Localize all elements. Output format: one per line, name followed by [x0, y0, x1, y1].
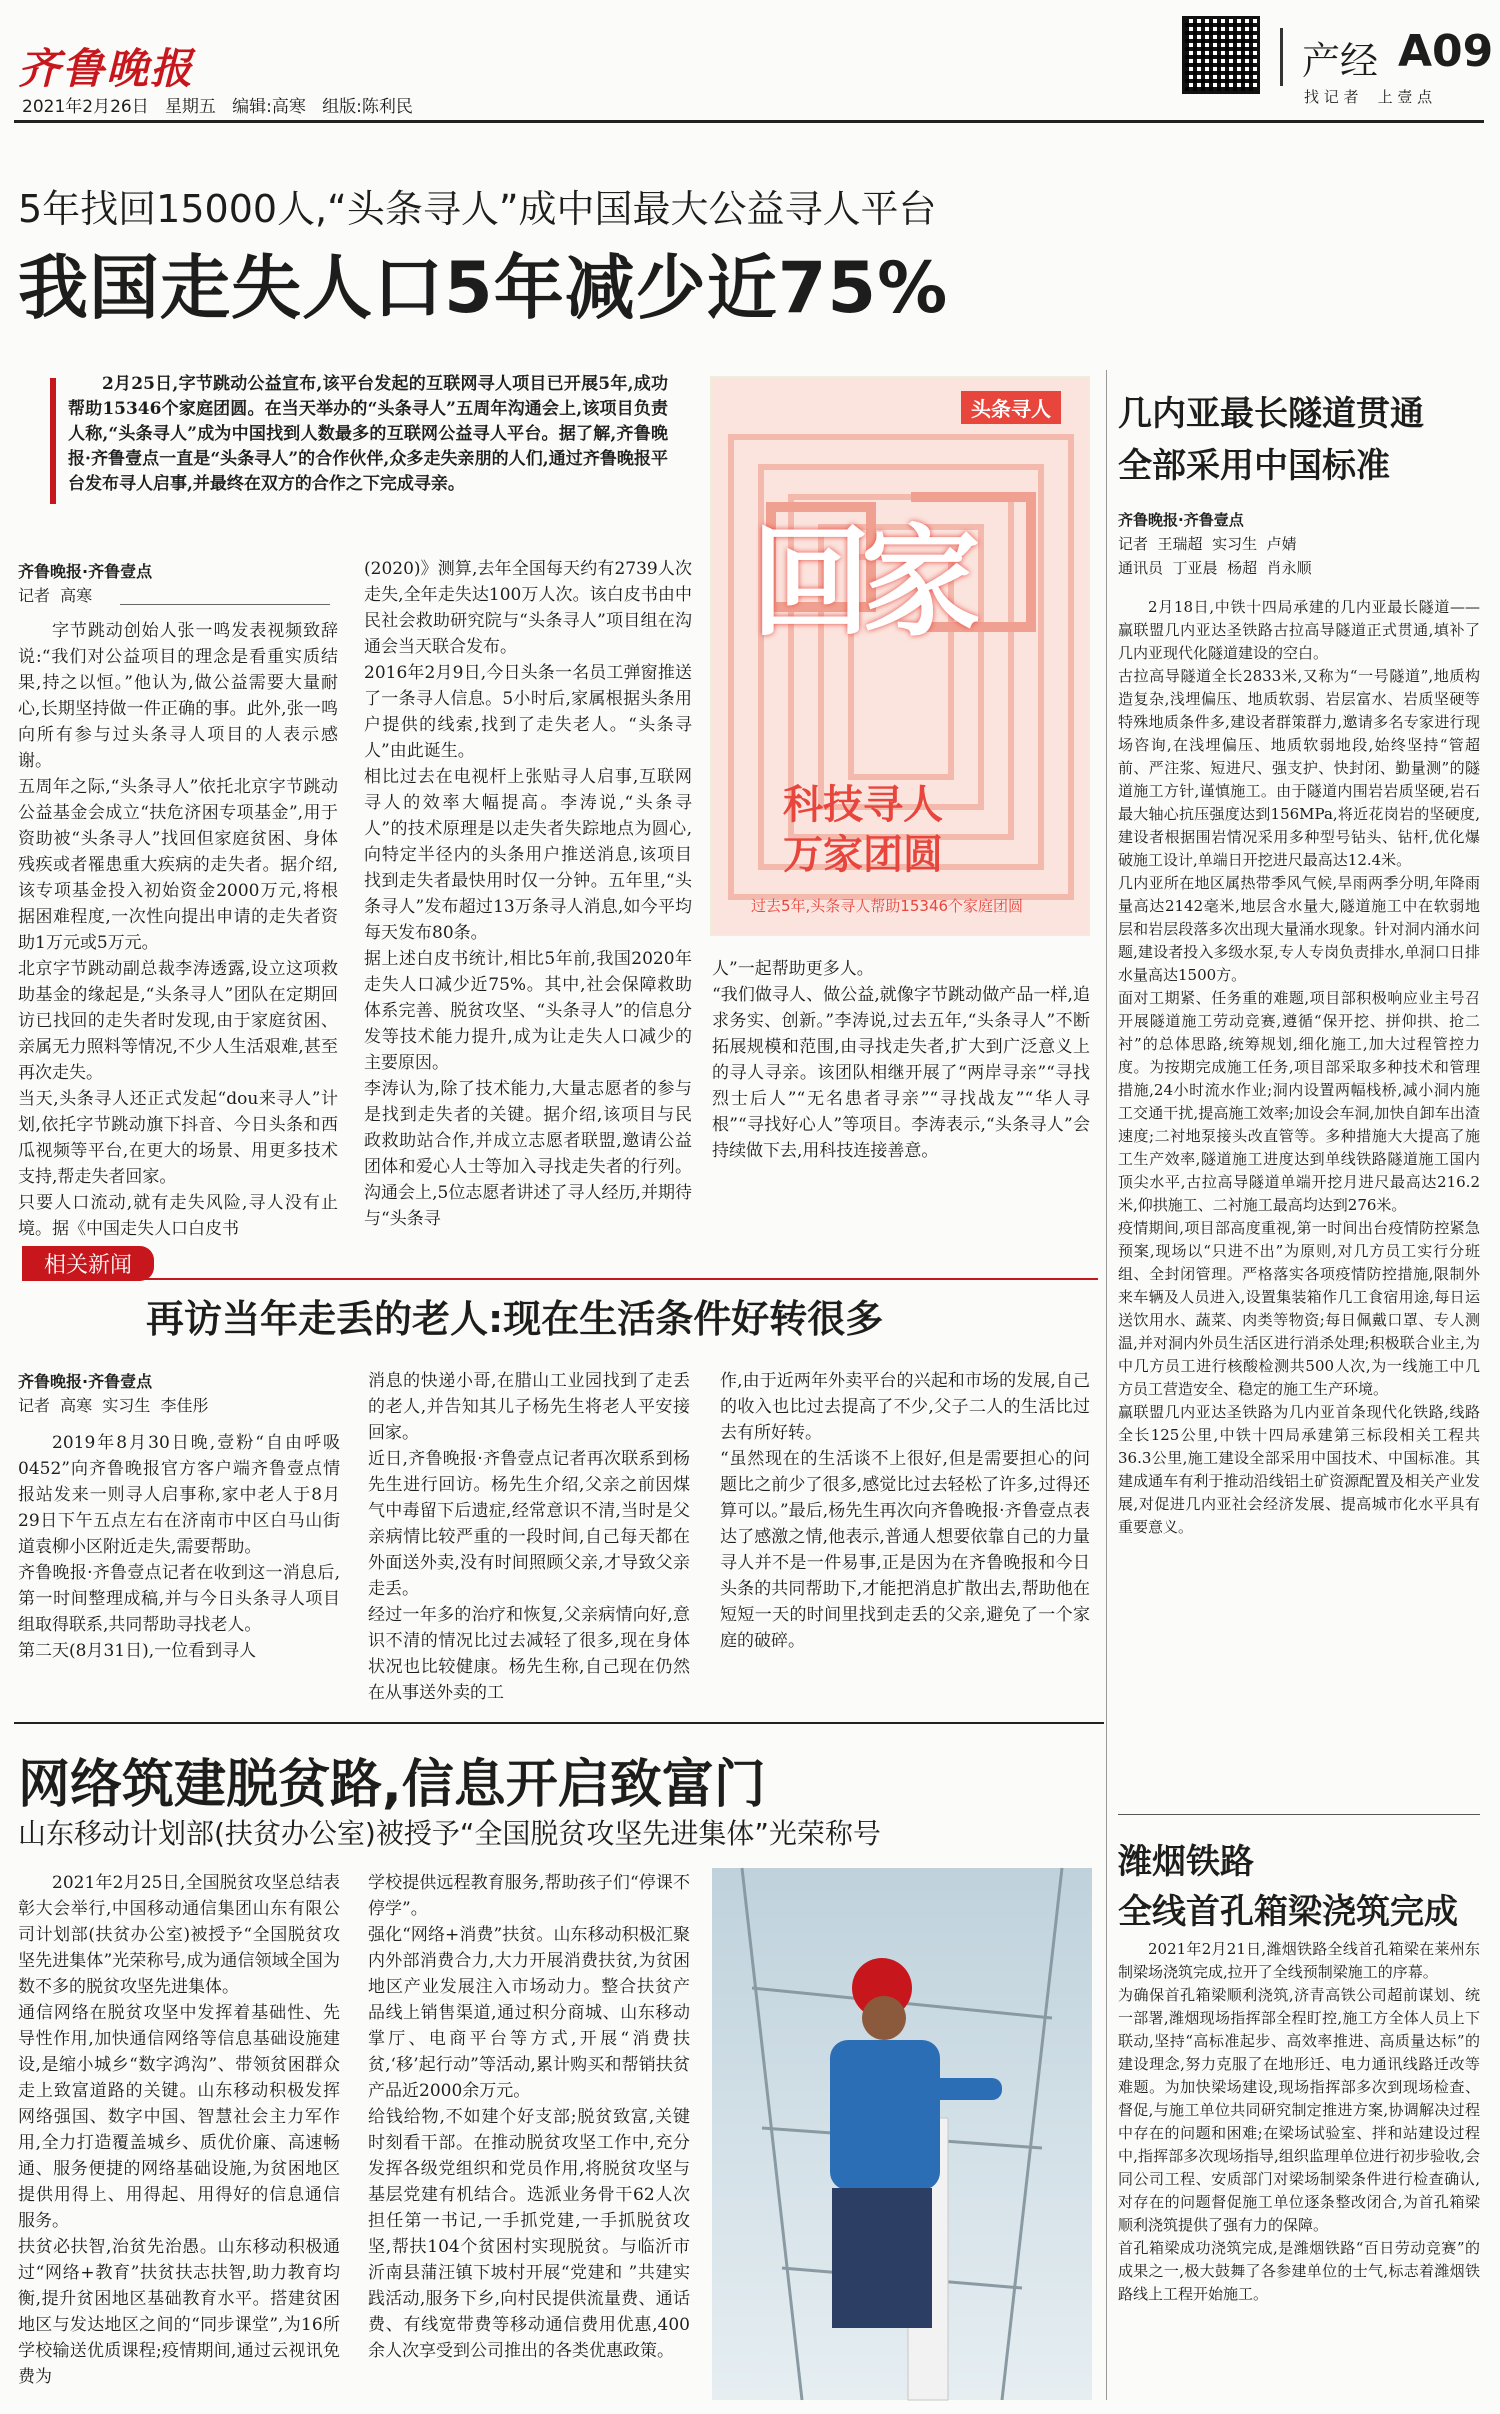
byline-rule [120, 604, 330, 605]
lead-marker [50, 378, 56, 504]
related-headline: 再访当年走丢的老人:现在生活条件好转很多 [146, 1297, 884, 1341]
related-tag: 相关新闻 [22, 1246, 154, 1281]
right-column-divider [1106, 370, 1107, 2400]
main-source: 齐鲁晚报·齐鲁壹点 [18, 562, 153, 581]
tunnel-correspondents: 通讯员 丁亚晨 杨超 肖永顺 [1118, 559, 1312, 577]
railway-body: 2021年2月21日,潍烟铁路全线首孔箱梁在莱州东制梁场浇筑完成,拉开了全线预制梁施工的序幕。 为确保首孔箱梁顺利浇筑,济青高铁公司超前谋划、统一部署,潍烟现场指挥部全程盯控,施工方全体人员上下联动,坚持“高标准起步、高效率推进、高质量达标”的建设理念,努力克服了在地形迁、电力通讯线路迁改等难题。为加快梁场建设,现场指挥部多次到现场检查、督促,与施工单位共同研究制定推进方案,协调解决过程中存在的问题和困难;在梁场试验室、拌和站建设过程中,指挥部多次现场指导,组织监理单位进行初步验收,会同公司工程、安质部门对梁场制梁条件进行检查确认,对存在的问题督促施工单位逐条整改闭合,为首孔箱梁顺利浇筑提供了强有力的保障。 首孔箱梁成功浇筑完成,是潍烟铁路“百日劳动竞赛”的成果之一,极大鼓舞了各参建单位的士气,标志着潍烟铁路线上工程开始施工。 [1118, 1940, 1480, 2303]
main-kicker: 5年找回15000人,“头条寻人”成中国最大公益寻人平台 [18, 187, 937, 231]
poster-brand: 头条寻人 [961, 391, 1061, 424]
related-col-1: 2019年8月30日晚,壹粉“自由呼吸0452”向齐鲁晚报官方客户端齐鲁壹点情报站发来一则寻人启事称,家中老人于8月29日下午五点左右在济南市中区白马山街道袁柳小区附近走失,需要帮助。 齐鲁晚报·齐鲁壹点记者在收到这一消息后,第一时间整理成稿,并与今日头条寻人项目组取得联系,共同帮助寻找老人。 第二天(8月31日),一位看到寻人 [18, 1433, 340, 1661]
section-rule [14, 1722, 1104, 1724]
poster-slogan-1: 科技寻人 [783, 782, 943, 828]
weekday-text: 星期五 [164, 97, 216, 117]
railway-headline-2: 全线首孔箱梁浇筑完成 [1118, 1892, 1458, 1932]
editor-text: 编辑:高寒 [232, 97, 306, 117]
masthead-divider [1280, 28, 1283, 86]
qr-code-icon[interactable] [1182, 16, 1260, 94]
main-col-3: 人”一起帮助更多人。 “我们做寻人、做公益,就像字节跳动做产品一样,追求务实、创新。”李涛说,过去五年,“头条寻人”不断拓展规模和范围,由寻找走失者,扩大到广泛意义上的寻人寻亲。该团队相继开展了“两岸寻亲”“寻找烈士后人”“无名患者寻亲”“寻找战友”“华人寻根”“寻找好心人”等项目。李涛表示,“头条寻人”会持续做下去,用科技连接善意。 [712, 959, 1090, 1161]
poster-caption: 过去5年,头条寻人帮助15346个家庭团圆 [751, 897, 1024, 915]
railway-rule [1118, 1814, 1480, 1815]
main-reporter: 记者 高寒 [18, 586, 93, 605]
poverty-col-2: 学校提供远程教育服务,帮助孩子们“停课不停学”。 强化“网络+消费”扶贫。山东移动积极汇聚内外部消费合力,大力开展消费扶贫,为贫困地区产业发展注入市场动力。整合扶贫产品线上销售渠道,通过积分商城、山东移动掌厅、电商平台等方式,开展“消费扶贫,‘移’起行动”等活动,累计购买和帮销扶贫产品近2000余万元。 给钱给物,不如建个好支部;脱贫致富,关键时刻看干部。在推动脱贫攻坚工作中,充分发挥各级党组织和党员作用,将脱贫攻坚与基层党建有机结合。选派业务骨干62人次担任第一书记,一手抓党建,一手抓脱贫攻坚,帮扶104个贫困村实现脱贫。与临沂市沂南县蒲汪镇下坡村开展“党建和 ”共建实践活动,服务下乡,向村民提供流量费、通话费、有线宽带费等移动通信费用优惠,400余人次享受到公司推出的各类优惠政策。 [368, 1873, 690, 2361]
main-col-1: 字节跳动创始人张一鸣发表视频致辞说:“我们对公益项目的理念是看重实质结果,持之以恒。”他认为,做公益需要大量耐心,长期坚持做一件正确的事。此外,张一鸣向所有参与过头条寻人项目的人表示感谢。 五周年之际,“头条寻人”依托北京字节跳动公益基金会成立“扶危济困专项基金”,用于资助被“头条寻人”找回但家庭贫困、身体残疾或者罹患重大疾病的走失者。据介绍,该专项基金投入初始资金2000万元,将根据困难程度,一次性向提出申请的走失者资助1万元或5万元。 北京字节跳动副总裁李涛透露,设立这项救助基金的缘起是,“头条寻人”团队在定期回访已找回的走失者时发现,由于家庭贫困、亲属无力照料等情况,不少人生活艰难,甚至再次走失。 当天,头条寻人还正式发起“dou来寻人”计划,依托字节跳动旗下抖音、今日头条和西瓜视频等平台,在更大的场景、用更多技术支持,帮走失者回家。 只要人口流动,就有走失风险,寻人没有止境。据《中国走失人口白皮书 [18, 621, 338, 1239]
tunnel-body: 2月18日,中铁十四局承建的几内亚最长隧道——赢联盟几内亚达圣铁路古拉高导隧道正式贯通,填补了几内亚现代化隧道建设的空白。 古拉高导隧道全长2833米,又称为“一号隧道”,地质构造复杂,浅埋偏压、地质软弱、岩层富水、岩质坚硬等特殊地质条件多,建设者群策群力,邀请多名专家进行现场咨询,在浅埋偏压、地质软弱地段,始终坚持“管超前、严注浆、短进尺、强支护、快封闭、勤量测”的隧道施工方针,谨慎施工。由于隧道内围岩岩质坚硬,岩石最大轴心抗压强度达到156MPa,将近花岗岩的坚硬度,建设者根据围岩情况采用多种型号钻头、钻杆,优化爆破施工设计,单端日开挖进尺最高达12.4米。 几内亚所在地区属热带季风气候,旱雨两季分明,年降雨量高达2142毫米,地层含水量大,隧道施工中在软弱地层和岩层段落多次出现大量涌水现象。针对洞内涌水问题,建设者投入多级水泵,专人专岗负责排水,单洞口日排水量高达1500方。 面对工期紧、任务重的难题,项目部积极响应业主号召开展隧道施工劳动竞赛,遵循“保开挖、拼仰拱、抢二衬”的总体思路,统筹规划,细化施工,加大过程管控力度。为按期完成施工任务,项目部采取多种技术和管理措施,24小时流水作业;洞内设置两幅栈桥,减小洞内施工交通干扰,提高施工效率;加设会车洞,加快自卸车出渣速度;二衬地泵接头改直管等。多种措施大大提高了施工生产效率,隧道施工进度达到单线铁路隧道施工国内顶尖水平,古拉高导隧道单端开挖月进尺最高达216.2米,仰拱施工、二衬施工最高均达到276米。 疫情期间,项目部高度重视,第一时间出台疫情防控紧急预案,现场以“只进不出”为原则,对几方员工实行分班组、全封闭管理。严格落实各项疫情防控措施,限制外来车辆及人员进入,设置集装箱作几工食宿用途,每日运送饮用水、蔬菜、肉类等物资;每日佩戴口罩、专人测温,并对洞内外员生活区进行消杀处理;积极联合业主,为中几方员工进行核酸检测共500人次,为一线施工中几方员工营造安全、稳定的施工生产环境。 赢联盟几内亚达圣铁路为几内亚首条现代化铁路,线路全长125公里,中铁十四局承建第三标段相关工程共36.3公里,施工建设全部采用中国技术、中国标准。其建成通车有利于推动沿线铝土矿资源配置及相关产业发展,对促进几内亚社会经济发展、提高城市化水平具有重要意义。 [1118, 598, 1480, 1536]
issue-date [22, 92, 413, 117]
tunnel-headline-2: 全部采用中国标准 [1118, 446, 1390, 486]
lead-paragraph: 2月25日,字节跳动公益宣布,该平台发起的互联网寻人项目已开展5年,成功帮助15346个家庭团圆。在当天举办的“头条寻人”五周年沟通会上,该项目负责人称,“头条寻人”成为中国找到人数最多的互联网公益寻人平台。据了解,齐鲁晚报·齐鲁壹点一直是“头条寻人”的合作伙伴,众多走失亲朋的人们,通过齐鲁晚报平台发布寻人启事,并最终在双方的合作之下完成寻亲。 [68, 374, 668, 494]
poverty-headline: 网络筑建脱贫路,信息开启致富门 [18, 1755, 766, 1815]
tunnel-source: 齐鲁晚报·齐鲁壹点 [1118, 511, 1244, 529]
date-text: 2021年2月26日 [22, 97, 149, 117]
newspaper-logo: 齐鲁晚报 [18, 44, 195, 93]
related-reporters: 记者 高寒 实习生 李佳彤 [18, 1396, 209, 1415]
related-source: 齐鲁晚报·齐鲁壹点 [18, 1372, 153, 1391]
railway-headline-1: 潍烟铁路 [1118, 1842, 1254, 1882]
poster-big-char: 回家 [751, 514, 971, 653]
section-name: 产经 [1302, 39, 1379, 83]
related-rule [24, 1278, 1098, 1280]
page-number: A09 [1398, 26, 1494, 77]
poster-slogan-2: 万家团圆 [783, 832, 943, 878]
tower-worker-illustration [712, 1868, 1092, 2400]
poverty-col-1: 2021年2月25日,全国脱贫攻坚总结表彰大会举行,中国移动通信集团山东有限公司计划部(扶贫办公室)被授予“全国脱贫攻坚先进集体”光荣称号,成为通信领域全国为数不多的脱贫攻坚先进集体。 通信网络在脱贫攻坚中发挥着基础性、先导性作用,加快通信网络等信息基础设施建设,是缩小城乡“数字鸿沟”、带领贫困群众走上致富道路的关键。山东移动积极发挥网络强国、数字中国、智慧社会主力军作用,全力打造覆盖城乡、质优价廉、高速畅通、服务便捷的网络基础设施,为贫困地区提供用得上、用得起、用得好的信息通信服务。 扶贫必扶智,治贫先治愚。山东移动积极通过“网络+教育”扶贫扶志扶智,助力教育均衡,提升贫困地区基础教育水平。搭建贫困地区与发达地区之间的“同步课堂”,为16所学校输送优质课程;疫情期间,通过云视讯免费为 [18, 1873, 340, 2387]
slogan-text: 找 记 者 上 壹 点 [1304, 88, 1433, 106]
main-col-2: (2020)》测算,去年全国每天约有2739人次走失,全年走失达100万人次。该白皮书由中民社会救助研究院与“头条寻人”项目组在沟通会当天联合发布。 2016年2月9日,今日头条一名员工弹窗推送了一条寻人信息。5小时后,家属根据头条用户提供的线索,找到了走失老人。“头条寻人”由此诞生。 相比过去在电视杆上张贴寻人启事,互联网寻人的效率大幅提高。李涛说,“头条寻人”的技术原理是以走失者失踪地点为圆心,向特定半径内的头条用户推送消息,该项目找到走失者最快用时仅一分钟。五年里,“头条寻人”发布超过13万条寻人消息,如今平均每天发布80条。 据上述白皮书统计,相比5年前,我国2020年走失人口减少近75%。其中,社会保障救助体系完善、脱贫攻坚、“头条寻人”的信息分发等技术能力提升,成为让走失人口减少的主要原因。 李涛认为,除了技术能力,大量志愿者的参与是找到走失者的关键。据介绍,该项目与民政救助站合作,并成立志愿者联盟,邀请公益团体和爱心人士等加入寻找走失者的行列。沟通会上,5位志愿者讲述了寻人经历,并期待与“头条寻 [364, 559, 692, 1229]
tunnel-reporters: 记者 王瑞超 实习生 卢婧 [1118, 535, 1297, 553]
masthead-rule [14, 120, 1484, 123]
main-headline: 我国走失人口5年减少近75% [18, 247, 949, 329]
worker-photo [712, 1868, 1092, 2400]
poverty-subhead: 山东移动计划部(扶贫办公室)被授予“全国脱贫攻坚先进集体”光荣称号 [18, 1817, 881, 1850]
tunnel-headline-1: 几内亚最长隧道贯通 [1118, 394, 1424, 434]
designer-text: 组版:陈利民 [322, 97, 413, 117]
poster-image [710, 376, 1090, 936]
related-col-2: 消息的快递小哥,在腊山工业园找到了走丢的老人,并告知其儿子杨先生将老人平安接回家。 近日,齐鲁晚报·齐鲁壹点记者再次联系到杨先生进行回访。杨先生介绍,父亲之前因煤气中毒留下后遗症,经常意识不清,当时是父亲病情比较严重的一段时间,自己每天都在外面送外卖,没有时间照顾父亲,才导致父亲走丢。 经过一年多的治疗和恢复,父亲病情向好,意识不清的情况比过去减轻了很多,现在身体状况也比较健康。杨先生称,自己现在仍然在从事送外卖的工 [368, 1371, 690, 1703]
related-col-3: 作,由于近两年外卖平台的兴起和市场的发展,自己的收入也比过去提高了不少,父子二人的生活比过去有所好转。 “虽然现在的生活谈不上很好,但是需要担心的问题比之前少了很多,感觉比过去轻松了许多,过得还算可以。”最后,杨先生再次向齐鲁晚报·齐鲁壹点表达了感激之情,他表示,普通人想要依靠自己的力量寻人并不是一件易事,正是因为在齐鲁晚报和今日头条的共同帮助下,才能把消息扩散出去,帮助他在短短一天的时间里找到走丢的父亲,避免了一个家庭的破碎。 [720, 1371, 1090, 1651]
